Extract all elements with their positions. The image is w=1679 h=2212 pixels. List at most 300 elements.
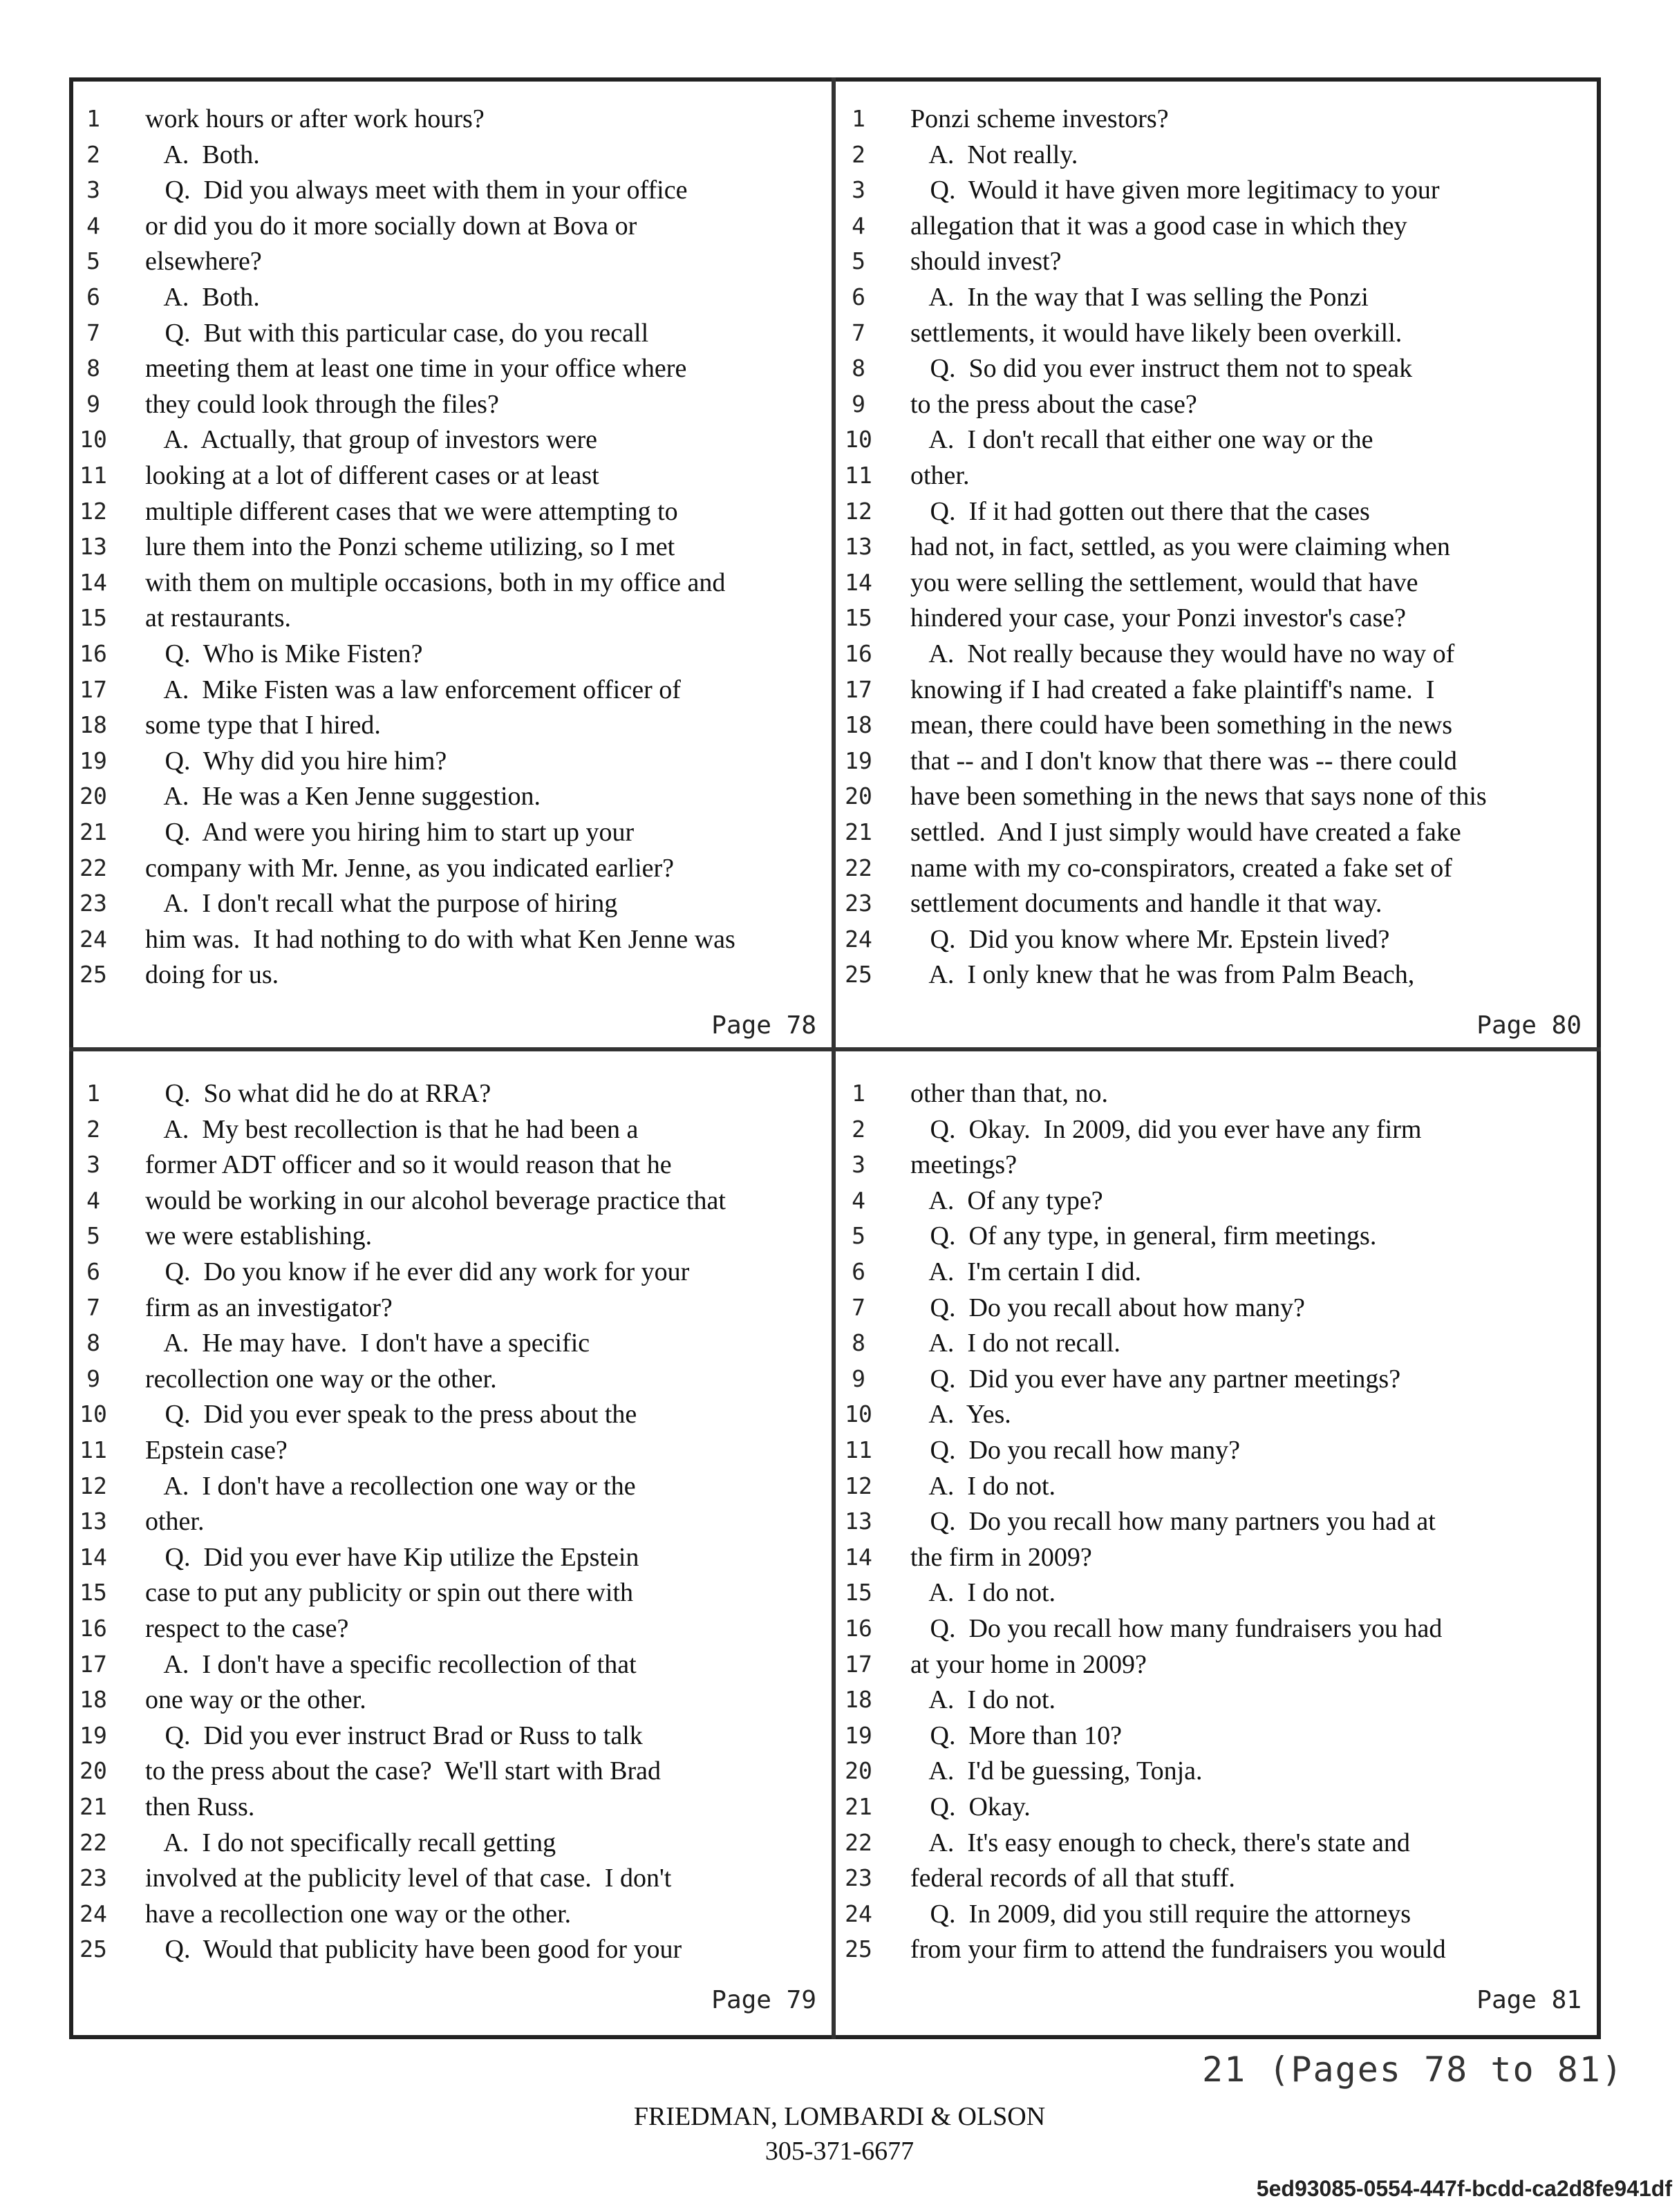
line-number: 25 (845, 1936, 872, 1963)
line-text: Q. Did you ever have any partner meetings? (910, 1364, 1401, 1394)
page-label: Page 78 (711, 1011, 816, 1040)
transcript-line (73, 1753, 832, 1789)
line-text: then Russ. (145, 1792, 255, 1821)
line-text: meetings? (910, 1150, 1017, 1180)
line-number: 12 (845, 1472, 872, 1499)
transcript-line (73, 350, 832, 386)
transcript-line (838, 208, 1597, 244)
transcript-line (73, 458, 832, 494)
line-number: 9 (86, 1365, 100, 1392)
line-text: A. Of any type? (910, 1185, 1103, 1215)
line-text: A. Actually, that group of investors were (145, 425, 597, 455)
transcript-line (73, 1503, 832, 1539)
line-text: knowing if I had created a fake plaintiff's name. I (910, 675, 1435, 704)
line-number: 14 (79, 1543, 107, 1571)
line-number: 12 (79, 497, 107, 525)
line-text: with them on multiple occasions, both in my office and (145, 568, 726, 597)
line-number: 22 (845, 854, 872, 881)
pages-range: 21 (Pages 78 to 81) (1202, 2050, 1624, 2090)
transcript-line (73, 1218, 832, 1254)
transcript-line (838, 672, 1597, 708)
line-text: Q. More than 10? (910, 1721, 1123, 1750)
line-number: 10 (79, 426, 107, 453)
transcript-line (73, 672, 832, 708)
line-number: 7 (852, 319, 865, 346)
transcript-line (73, 707, 832, 743)
line-text: Q. Do you recall about how many? (910, 1293, 1305, 1322)
line-number: 25 (845, 961, 872, 988)
transcript-line (73, 1825, 832, 1861)
transcript-line (838, 600, 1597, 636)
line-number: 2 (852, 140, 865, 168)
transcript-line (838, 1860, 1597, 1896)
transcript-line (838, 1682, 1597, 1718)
transcript-line (73, 1682, 832, 1718)
transcript-line (838, 636, 1597, 672)
line-number: 21 (79, 818, 107, 845)
transcript-line (838, 1432, 1597, 1468)
line-number: 20 (845, 1757, 872, 1785)
line-text: mean, there could have been something in the news (910, 711, 1453, 740)
line-number: 6 (86, 283, 100, 310)
line-number: 18 (845, 1686, 872, 1714)
transcript-line (838, 1325, 1597, 1361)
transcript-line (838, 1183, 1597, 1219)
line-number: 23 (79, 1864, 107, 1892)
line-number: 6 (852, 283, 865, 310)
line-text: Q. But with this particular case, do you recall (145, 318, 649, 348)
line-number: 19 (79, 1721, 107, 1749)
line-number: 8 (852, 1329, 865, 1357)
line-number: 13 (79, 533, 107, 561)
line-text: Q. Of any type, in general, firm meetings. (910, 1221, 1377, 1251)
transcript-line (838, 494, 1597, 529)
line-number: 22 (845, 1828, 872, 1856)
firm-name: FRIEDMAN, LOMBARDI & OLSON (633, 2102, 1046, 2131)
transcript-line (73, 1718, 832, 1754)
line-number: 21 (845, 1793, 872, 1820)
transcript-line (838, 1468, 1597, 1504)
transcript-line (838, 885, 1597, 921)
transcript-line (838, 1112, 1597, 1147)
line-text: name with my co-conspirators, created a fake set of (910, 853, 1452, 883)
line-number: 14 (845, 1543, 872, 1571)
line-text: hindered your case, your Ponzi investor's case? (910, 603, 1407, 633)
transcript-line (73, 1575, 832, 1611)
line-text: one way or the other. (145, 1685, 366, 1715)
line-number: 4 (852, 1186, 865, 1214)
line-text: Q. Did you know where Mr. Epstein lived? (910, 924, 1390, 954)
line-text: A. My best recollection is that he had been a (145, 1114, 639, 1144)
transcript-line (73, 1396, 832, 1432)
line-text: A. I do not. (910, 1685, 1056, 1715)
transcript-line (838, 921, 1597, 957)
transcript-line (838, 1718, 1597, 1754)
line-text: allegation that it was a good case in which they (910, 211, 1407, 241)
line-number: 3 (852, 176, 865, 204)
line-number: 2 (852, 1115, 865, 1143)
line-text: to the press about the case? We'll start with Brad (145, 1756, 661, 1786)
transcript-line (838, 458, 1597, 494)
line-text: Q. Do you recall how many? (910, 1436, 1240, 1465)
transcript-line (838, 1290, 1597, 1326)
page-79-panel (73, 1056, 832, 2014)
transcript-line (73, 1147, 832, 1183)
transcript-line (838, 529, 1597, 565)
line-text: have been something in the news that says none of this (910, 782, 1487, 812)
transcript-line (838, 137, 1597, 173)
transcript-line (838, 1396, 1597, 1432)
line-number: 13 (845, 1508, 872, 1535)
line-text: A. He may have. I don't have a specific (145, 1329, 590, 1358)
transcript-line (73, 565, 832, 601)
transcript-line (838, 315, 1597, 351)
line-text: Q. Did you ever speak to the press about the (145, 1400, 637, 1430)
line-text: meeting them at least one time in your office where (145, 354, 687, 384)
line-number: 16 (845, 640, 872, 667)
line-text: at restaurants. (145, 603, 292, 633)
transcript-line (73, 1183, 832, 1219)
line-text: federal records of all that stuff. (910, 1864, 1235, 1893)
line-number: 21 (845, 818, 872, 845)
line-text: they could look through the files? (145, 389, 499, 419)
line-text: to the press about the case? (910, 389, 1197, 419)
line-text: A. I only knew that he was from Palm Beach, (910, 960, 1415, 990)
line-text: some type that I hired. (145, 711, 381, 740)
line-number: 17 (79, 1650, 107, 1678)
transcript-line (73, 1896, 832, 1932)
line-text: Q. Did you always meet with them in your office (145, 176, 688, 205)
transcript-line (73, 279, 832, 315)
transcript-line (838, 172, 1597, 208)
line-number: 1 (86, 105, 100, 132)
transcript-line (73, 1361, 832, 1397)
line-text: A. Not really. (910, 140, 1078, 169)
page-label: Page 79 (711, 1986, 816, 2014)
line-number: 3 (852, 1151, 865, 1179)
line-text: Q. Did you ever have Kip utilize the Epstein (145, 1542, 639, 1572)
line-number: 24 (845, 1900, 872, 1927)
transcript-line (838, 243, 1597, 279)
line-text: Q. If it had gotten out there that the cases (910, 496, 1370, 526)
transcript-line (838, 386, 1597, 422)
line-number: 1 (86, 1080, 100, 1107)
line-number: 25 (79, 1936, 107, 1963)
line-text: other than that, no. (910, 1079, 1108, 1108)
line-number: 13 (845, 533, 872, 561)
line-text: multiple different cases that we were attempting to (145, 496, 678, 526)
firm-phone: 305-371-6677 (765, 2137, 914, 2166)
line-text: A. Yes. (910, 1400, 1011, 1430)
transcript-line (838, 1575, 1597, 1611)
line-number: 16 (845, 1615, 872, 1642)
line-number: 22 (79, 1828, 107, 1856)
transcript-line (838, 1611, 1597, 1647)
transcript-line (73, 1647, 832, 1683)
line-number: 16 (79, 640, 107, 667)
line-text: Q. Would it have given more legitimacy to your (910, 176, 1440, 205)
line-text: work hours or after work hours? (145, 104, 485, 133)
line-text: Q. Okay. In 2009, did you ever have any firm (910, 1114, 1422, 1144)
line-text: firm as an investigator? (145, 1293, 393, 1322)
transcript-line (838, 814, 1597, 850)
line-text: the firm in 2009? (910, 1542, 1092, 1572)
transcript-line (73, 1325, 832, 1361)
line-text: you were selling the settlement, would that have (910, 568, 1418, 597)
line-number: 11 (79, 1436, 107, 1463)
line-number: 9 (852, 1365, 865, 1392)
line-number: 5 (852, 1222, 865, 1250)
line-text: recollection one way or the other. (145, 1364, 497, 1394)
page-label: Page 81 (1476, 1986, 1582, 2014)
line-number: 2 (86, 1115, 100, 1143)
line-number: 7 (86, 1293, 100, 1321)
transcript-line (73, 814, 832, 850)
line-number: 11 (845, 1436, 872, 1463)
page-80-panel (838, 82, 1597, 1040)
line-text: settled. And I just simply would have created a fake (910, 818, 1461, 847)
line-number: 13 (79, 1508, 107, 1535)
line-text: respect to the case? (145, 1614, 349, 1643)
transcript-line (73, 743, 832, 779)
line-number: 2 (86, 140, 100, 168)
line-text: or did you do it more socially down at Bova or (145, 211, 637, 241)
line-text: former ADT officer and so it would reason that he (145, 1150, 672, 1180)
transcript-line (73, 921, 832, 957)
line-text: Q. So did you ever instruct them not to speak (910, 354, 1413, 384)
line-number: 10 (79, 1400, 107, 1428)
transcript-line (73, 1468, 832, 1504)
line-text: from your firm to attend the fundraisers you would (910, 1935, 1446, 1965)
line-number: 20 (79, 1757, 107, 1785)
line-number: 24 (79, 1900, 107, 1927)
line-number: 12 (79, 1472, 107, 1499)
line-number: 8 (86, 1329, 100, 1357)
line-text: A. I don't recall that either one way or the (910, 425, 1373, 455)
line-number: 6 (86, 1258, 100, 1285)
transcript-line (838, 1825, 1597, 1861)
line-number: 22 (79, 854, 107, 881)
line-number: 5 (86, 247, 100, 275)
transcript-line (73, 850, 832, 886)
transcript-line (73, 1290, 832, 1326)
line-number: 15 (845, 604, 872, 632)
transcript-line (73, 1789, 832, 1825)
line-text: elsewhere? (145, 247, 262, 276)
line-number: 23 (845, 890, 872, 917)
line-number: 17 (845, 1650, 872, 1678)
line-text: A. I don't recall what the purpose of hiring (145, 889, 618, 919)
line-number: 20 (845, 782, 872, 810)
transcript-line (838, 1147, 1597, 1183)
line-text: Ponzi scheme investors? (910, 104, 1169, 133)
line-text: Q. Would that publicity have been good for your (145, 1935, 682, 1965)
vertical-divider (832, 77, 836, 2039)
transcript-line (73, 1611, 832, 1647)
line-text: other. (910, 461, 970, 490)
line-text: A. I'm certain I did. (910, 1257, 1141, 1286)
line-text: A. I do not specifically recall getting (145, 1828, 556, 1857)
line-number: 9 (852, 390, 865, 418)
line-text: Q. Okay. (910, 1792, 1031, 1821)
line-number: 19 (79, 747, 107, 774)
transcript-line (73, 885, 832, 921)
line-text: should invest? (910, 247, 1062, 276)
transcript-line (73, 600, 832, 636)
line-number: 8 (86, 355, 100, 382)
transcript-line (838, 1931, 1597, 1967)
line-number: 4 (86, 212, 100, 239)
line-text: Q. Why did you hire him? (145, 746, 447, 776)
transcript-line (73, 386, 832, 422)
transcript-line (73, 1931, 832, 1967)
line-number: 16 (79, 1615, 107, 1642)
document-id: 5ed93085-0554-447f-bcdd-ca2d8fe941df (1256, 2176, 1672, 2201)
transcript-line (73, 315, 832, 351)
line-number: 7 (852, 1293, 865, 1321)
transcript-line (838, 1076, 1597, 1112)
transcript-line (73, 137, 832, 173)
line-text: that -- and I don't know that there was -- there could (910, 746, 1457, 776)
transcript-line (73, 1432, 832, 1468)
line-number: 15 (845, 1579, 872, 1606)
line-number: 6 (852, 1258, 865, 1285)
line-text: Q. Do you know if he ever did any work for your (145, 1257, 690, 1286)
line-text: Q. Do you recall how many fundraisers you had (910, 1614, 1443, 1643)
line-text: A. I'd be guessing, Tonja. (910, 1756, 1203, 1786)
line-number: 23 (79, 890, 107, 917)
line-text: A. Both. (145, 283, 260, 312)
line-number: 18 (79, 1686, 107, 1714)
transcript-line (838, 350, 1597, 386)
line-text: case to put any publicity or spin out there with (145, 1578, 634, 1608)
transcript-line (73, 1539, 832, 1575)
line-text: had not, in fact, settled, as you were claiming when (910, 532, 1450, 562)
line-number: 20 (79, 782, 107, 810)
line-text: we were establishing. (145, 1221, 373, 1251)
line-text: settlement documents and handle it that way. (910, 889, 1382, 919)
transcript-line (838, 1789, 1597, 1825)
transcript-line (73, 1076, 832, 1112)
line-number: 4 (852, 212, 865, 239)
line-number: 9 (86, 390, 100, 418)
line-text: him was. It had nothing to do with what Ken Jenne was (145, 924, 735, 954)
line-text: Q. In 2009, did you still require the attorneys (910, 1899, 1411, 1929)
line-text: A. Both. (145, 140, 260, 169)
line-text: settlements, it would have likely been overkill. (910, 318, 1403, 348)
transcript-line (838, 1218, 1597, 1254)
line-number: 17 (845, 675, 872, 703)
page-78-panel (73, 82, 832, 1040)
line-text: have a recollection one way or the other. (145, 1899, 572, 1929)
line-text: A. I do not. (910, 1578, 1056, 1608)
transcript-line (73, 101, 832, 137)
line-text: A. In the way that I was selling the Ponzi (910, 283, 1369, 312)
line-number: 3 (86, 1151, 100, 1179)
transcript-line (73, 636, 832, 672)
line-number: 8 (852, 355, 865, 382)
page-81-panel (838, 1056, 1597, 2014)
line-number: 17 (79, 675, 107, 703)
line-number: 19 (845, 747, 872, 774)
transcript-line (838, 1896, 1597, 1932)
line-number: 21 (79, 1793, 107, 1820)
line-number: 23 (845, 1864, 872, 1892)
transcript-line (73, 208, 832, 244)
line-number: 15 (79, 1579, 107, 1606)
line-text: A. I do not recall. (910, 1329, 1120, 1358)
transcript-line (73, 494, 832, 529)
transcript-line (73, 1254, 832, 1290)
line-text: lure them into the Ponzi scheme utilizing, so I met (145, 532, 675, 562)
line-number: 3 (86, 176, 100, 204)
line-text: Q. Did you ever instruct Brad or Russ to talk (145, 1721, 643, 1750)
line-text: A. Mike Fisten was a law enforcement officer of (145, 675, 681, 704)
line-text: A. Not really because they would have no way of (910, 639, 1455, 668)
line-number: 14 (845, 568, 872, 596)
line-number: 15 (79, 604, 107, 632)
line-number: 10 (845, 1400, 872, 1428)
line-text: company with Mr. Jenne, as you indicated earlier? (145, 853, 675, 883)
transcript-line (73, 778, 832, 814)
transcript-line (73, 172, 832, 208)
line-number: 1 (852, 1080, 865, 1107)
line-text: A. He was a Ken Jenne suggestion. (145, 782, 541, 812)
transcript-line (838, 1647, 1597, 1683)
line-text: Q. Do you recall how many partners you had at (910, 1507, 1436, 1537)
line-number: 19 (845, 1721, 872, 1749)
line-number: 11 (845, 462, 872, 489)
line-number: 14 (79, 568, 107, 596)
transcript-line (73, 529, 832, 565)
line-number: 24 (79, 925, 107, 953)
line-text: A. It's easy enough to check, there's state and (910, 1828, 1410, 1857)
line-number: 7 (86, 319, 100, 346)
line-text: other. (145, 1507, 205, 1537)
transcript-line (838, 1361, 1597, 1397)
line-text: at your home in 2009? (910, 1649, 1147, 1679)
transcript-line (73, 1860, 832, 1896)
line-text: Epstein case? (145, 1436, 288, 1465)
transcript-line (838, 1503, 1597, 1539)
line-number: 11 (79, 462, 107, 489)
line-number: 25 (79, 961, 107, 988)
transcript-line (838, 1753, 1597, 1789)
line-text: A. I do not. (910, 1471, 1056, 1501)
line-number: 18 (79, 711, 107, 739)
horizontal-divider (69, 1047, 1601, 1051)
transcript-line (838, 778, 1597, 814)
line-text: Q. Who is Mike Fisten? (145, 639, 423, 668)
page-label: Page 80 (1476, 1011, 1582, 1040)
line-text: looking at a lot of different cases or at least (145, 461, 599, 490)
line-number: 5 (852, 247, 865, 275)
transcript-line (838, 1254, 1597, 1290)
line-text: A. I don't have a recollection one way or the (145, 1471, 636, 1501)
transcript-line (838, 101, 1597, 137)
line-text: doing for us. (145, 960, 279, 990)
transcript-line (73, 1112, 832, 1147)
transcript-line (838, 850, 1597, 886)
transcript-line (838, 743, 1597, 779)
transcript-line (73, 957, 832, 993)
line-text: involved at the publicity level of that case. I don't (145, 1864, 672, 1893)
transcript-line (838, 565, 1597, 601)
line-number: 10 (845, 426, 872, 453)
transcript-line (838, 1539, 1597, 1575)
transcript-line (838, 957, 1597, 993)
line-text: A. I don't have a specific recollection of that (145, 1649, 637, 1679)
